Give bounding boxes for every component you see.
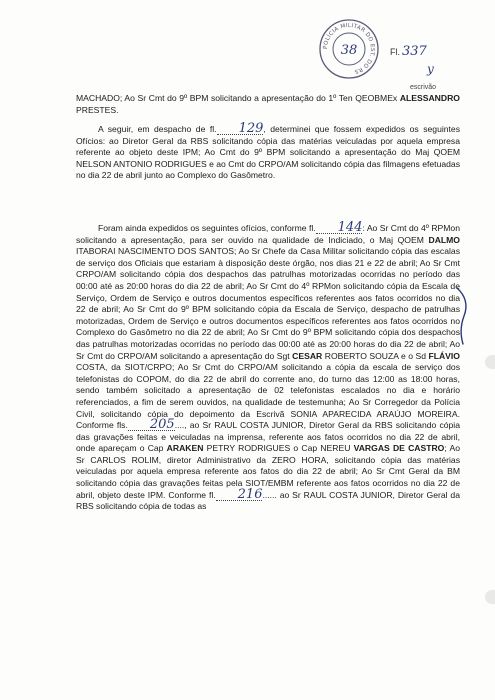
handwritten-folio: 129	[238, 121, 264, 136]
handwritten-folio: 216	[237, 486, 263, 502]
header-paragraph: MACHADO; Ao Sr Cmt do 9º BPM solicitando a apresentação do 1º Ten QEOBMEx ALESSANDRO PRESTES.	[76, 93, 460, 115]
handwritten-folio: 144	[337, 220, 363, 235]
stamp-number: 38	[340, 43, 358, 58]
escrivao-label: escrivão	[410, 84, 437, 91]
paragraph-dispatch: A seguir, em despacho de fl. 129, determinei que fossem expedidos os seguintes Ofícios: ao Diretor Geral da RBS solicitando cópia das matérias veiculadas por aquela empresa referente ao objeto deste IPM; Ao Cmt do 9º BPM solicitando a apresentação do Maj QOEM NELSON ANTONIO RODRIGUES e ao Cmt do CRPO/AM solicitando cópia das filmagens efetuadas no dia 22 de abril junto ao Complexo do Gasômetro.	[76, 121, 461, 181]
rubric-signature: y	[427, 62, 434, 76]
folio-label: Fl.	[390, 47, 400, 57]
stamp-seal-icon	[318, 18, 380, 80]
binder-hole	[485, 355, 495, 369]
official-stamp	[318, 18, 380, 80]
stamp-ring-text: POLÍCIA MILITAR DO EST. DO RS	[322, 22, 376, 75]
margin-pen-mark-icon	[454, 286, 470, 346]
paragraph-oficios: Foram ainda expedidos os seguintes ofícios, conforme fl. 144: Ao Sr Cmt do 4º RPMon solicitando a apresentação, para ser ouvido na qualidade de Indiciado, o Maj QOEM DALMO ITABORAI NASCIMENTO DOS SANTOS; Ao Sr Chefe da Casa Militar solicitando cópia das escalas de serviço dos Oficiais que estariam à disposição deste órgão, nos dias 21 e 22 de abril; Ao Sr Cmt CRPO/AM solicitando cópia dos despachos das patrulhas motorizadas ocorridas no período das 00:00 até as 20:00 horas do dia 22 de abril; Ao Sr Cmt do 4º RPMon solicitando cópia da Escala de Serviço, Ordem de Serviço e outros documentos específicos referentes aos fatos ocorridos no dia 22 de abril; Ao Sr Cmt do 9º BPM solicitando cópia da Escala de Serviço, despacho de patrulhas motorizadas, Ordem de Serviço e outros documentos específicos referentes aos fatos ocorridos no Complexo do Gasômetro no dia 22 de abril; Ao Sr Cmt do 9º BPM solicitando cópia dos despachos das patrulhas motorizadas ocorridas no período das 00:00 até as 20:00 horas do dia 22 de abril; Ao Sr Cmt do CRPO/AM solicitando a apresentação do Sgt CESAR ROBERTO SOUZA e o Sd FLÁVIO COSTA, da SIOT/CRPO; Ao Sr Cmt do CRPO/AM solicitando a cópia da escala de serviço dos telefonistas do COPOM, do dia 22 de abril do corrente ano, do turno das 12:00 as 18:00 horas, sendo também solicitado a apresentação de 02 telefonistas escalados no dia e horário referenciados, a fim de serem ouvidos, na qualidade de testemunha; Ao Sr Corregedor da Polícia Civil, solicitando cópia do depoimento da Escrivã SONIA APARECIDA ARAÚJO MOREIRA. Conforme fls. 205...., ao Sr RAUL COSTA JUNIOR, Diretor Geral da RBS solicitando cópia das gravações feitas e veiculadas na imprensa, referente aos fatos ocorridos no dia 22 de abril, onde apareçam o Cap ARAKEN PETRY RODRIGUES o Cap NEREU VARGAS DE CASTRO; Ao Sr CARLOS ROLIM, diretor Administrativo da ZERO HORA, solicitando cópia das matérias veiculadas por aquela empresa referente aos fatos do dia 22 de abril; Ao Sr Cmt Geral da BM solicitando cópia das gravações feitas pela SIOT/EMBM referente aos fatos ocorridos no dia 22 de abril, objeto deste IPM. Conforme fl. 216...... ao Sr RAUL COSTA JUNIOR, Diretor Geral da RBS solicitando cópia de todas as	[76, 220, 460, 512]
binder-hole	[485, 590, 495, 604]
folio-number	[390, 44, 427, 59]
folio-value: 337	[402, 44, 427, 59]
handwritten-folio: 205	[149, 417, 175, 433]
